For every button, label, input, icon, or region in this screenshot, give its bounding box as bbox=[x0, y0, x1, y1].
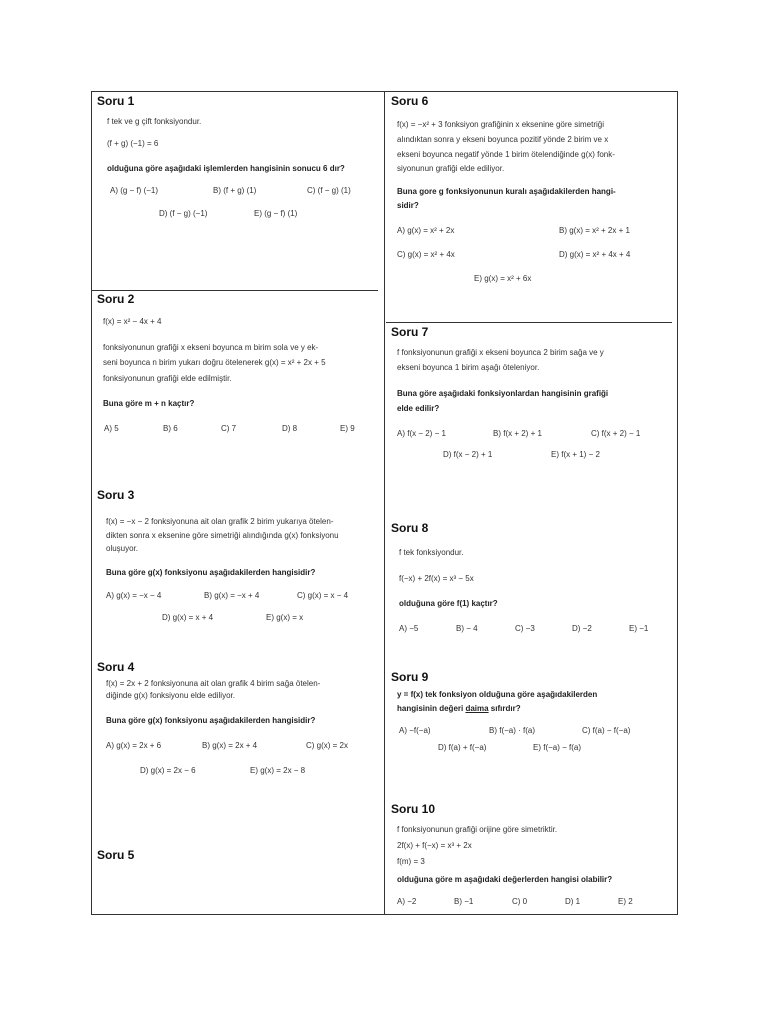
question-prompt: y = f(x) tek fonksiyon olduğuna göre aşağıdakilerden bbox=[397, 690, 598, 699]
question-text: ekseni boyunca negatif yönde 1 birim ötelendiğinde g(x) fonk- bbox=[397, 150, 615, 159]
option-a: A) (g − f) (−1) bbox=[110, 186, 159, 195]
question-text: seni boyunca n birim yukarı doğru ötelenerek g(x) = x² + 2x + 5 bbox=[103, 358, 326, 367]
option-b: B) g(x) = −x + 4 bbox=[204, 591, 260, 600]
question-title: Soru 6 bbox=[391, 94, 429, 108]
option-d: D) 1 bbox=[565, 897, 581, 906]
option-c: C) g(x) = x² + 4x bbox=[397, 250, 455, 259]
option-e: E) 2 bbox=[618, 897, 633, 906]
column-divider bbox=[384, 91, 385, 915]
separator-q1-q2 bbox=[92, 290, 378, 291]
question-prompt: olduğuna göre f(1) kaçtır? bbox=[399, 599, 498, 608]
option-a: A) g(x) = −x − 4 bbox=[106, 591, 162, 600]
separator-q6-q7 bbox=[386, 322, 672, 323]
option-d: D) f(x − 2) + 1 bbox=[443, 450, 493, 459]
question-prompt: Buna göre g(x) fonksiyonu aşağıdakilerden hangisidir? bbox=[106, 568, 316, 577]
question-text: f fonksiyonunun grafiği orijine göre simetriktir. bbox=[397, 825, 558, 834]
question-prompt: olduğuna göre aşağıdaki işlemlerden hangisinin sonucu 6 dır? bbox=[107, 164, 345, 173]
question-title: Soru 7 bbox=[391, 325, 429, 339]
question-text: f tek fonksiyondur. bbox=[399, 548, 464, 557]
option-b: B) (f + g) (1) bbox=[213, 186, 257, 195]
question-text: diğinde g(x) fonksiyonu elde ediliyor. bbox=[106, 691, 235, 700]
question-text: f(m) = 3 bbox=[397, 857, 425, 866]
option-e: E) g(x) = x² + 6x bbox=[474, 274, 532, 283]
question-prompt-line2 bbox=[397, 703, 521, 714]
question-text: alındıktan sonra y ekseni boyunca pozitif yönde 2 birim ve x bbox=[397, 135, 609, 144]
option-d: D) g(x) = x + 4 bbox=[162, 613, 214, 622]
option-e: E) f(−a) − f(a) bbox=[533, 743, 582, 752]
option-e: E) f(x + 1) − 2 bbox=[551, 450, 600, 459]
option-a: A) −5 bbox=[399, 624, 419, 633]
question-prompt: sidir? bbox=[397, 201, 419, 210]
question-text: f(x) = −x² + 3 fonksiyon grafiğinin x eksenine göre simetriği bbox=[397, 120, 604, 129]
question-text: fonksiyonunun grafiği x ekseni boyunca m birim sola ve y ek- bbox=[103, 343, 319, 352]
question-text: ekseni boyunca 1 birim aşağı öteleniyor. bbox=[397, 363, 540, 372]
option-c: C) −3 bbox=[515, 624, 535, 633]
option-a: A) g(x) = x² + 2x bbox=[397, 226, 455, 235]
question-title: Soru 9 bbox=[391, 670, 429, 684]
question-title: Soru 3 bbox=[97, 488, 135, 502]
option-d: D) f(a) + f(−a) bbox=[438, 743, 487, 752]
option-b: B) g(x) = x² + 2x + 1 bbox=[559, 226, 630, 235]
option-a: A) 5 bbox=[104, 424, 119, 433]
question-prompt: elde edilir? bbox=[397, 404, 440, 413]
option-a: A) f(x − 2) − 1 bbox=[397, 429, 446, 438]
option-b: B) f(−a) · f(a) bbox=[489, 726, 536, 735]
option-e: E) g(x) = x bbox=[266, 613, 304, 622]
option-b: B) −1 bbox=[454, 897, 474, 906]
option-b: B) g(x) = 2x + 4 bbox=[202, 741, 258, 750]
question-text: dikten sonra x eksenine göre simetriği alındığında g(x) fonksiyonu bbox=[106, 531, 339, 540]
option-c: C) 7 bbox=[221, 424, 237, 433]
question-text: f(x) = x² − 4x + 4 bbox=[103, 317, 162, 326]
question-text: f(x) = 2x + 2 fonksiyonuna ait olan grafik 4 birim sağa ötelen- bbox=[106, 679, 321, 688]
option-e: E) 9 bbox=[340, 424, 355, 433]
question-text: siyonunun grafiği elde ediliyor. bbox=[397, 164, 505, 173]
option-c: C) 0 bbox=[512, 897, 528, 906]
option-e: E) g(x) = 2x − 8 bbox=[250, 766, 306, 775]
option-c: C) f(x + 2) − 1 bbox=[591, 429, 641, 438]
option-d: D) (f − g) (−1) bbox=[159, 209, 208, 218]
option-c: C) g(x) = 2x bbox=[306, 741, 349, 750]
option-c: C) g(x) = x − 4 bbox=[297, 591, 349, 600]
question-text: 2f(x) + f(−x) = x³ + 2x bbox=[397, 841, 472, 850]
option-b: B) f(x + 2) + 1 bbox=[493, 429, 542, 438]
option-d: D) g(x) = 2x − 6 bbox=[140, 766, 196, 775]
option-a: A) g(x) = 2x + 6 bbox=[106, 741, 162, 750]
question-title: Soru 8 bbox=[391, 521, 429, 535]
option-a: A) −2 bbox=[397, 897, 417, 906]
question-text: f(x) = −x − 2 fonksiyonuna ait olan grafik 2 birim yukarıya ötelen- bbox=[106, 517, 334, 526]
option-b: B) − 4 bbox=[456, 624, 478, 633]
option-a: A) −f(−a) bbox=[399, 726, 431, 735]
question-text: f fonksiyonunun grafiği x ekseni boyunca 2 birim sağa ve y bbox=[397, 348, 604, 357]
option-d: D) 8 bbox=[282, 424, 298, 433]
question-prompt: Buna göre g(x) fonksiyonu aşağıdakilerden hangisidir? bbox=[106, 716, 316, 725]
question-prompt: olduğuna göre m aşağıdaki değerlerden hangisi olabilir? bbox=[397, 875, 613, 884]
question-text: fonksiyonunun grafiği elde edilmiştir. bbox=[103, 374, 232, 383]
question-text: f(−x) + 2f(x) = x³ − 5x bbox=[399, 574, 474, 583]
question-prompt: Buna göre aşağıdaki fonksiyonlardan hangisinin grafiği bbox=[397, 389, 609, 398]
option-d: D) −2 bbox=[572, 624, 592, 633]
question-text: oluşuyor. bbox=[106, 544, 139, 553]
option-e: E) −1 bbox=[629, 624, 649, 633]
option-c: C) f(a) − f(−a) bbox=[582, 726, 631, 735]
prompt-part: hangisinin değeri bbox=[397, 704, 466, 713]
option-c: C) (f − g) (1) bbox=[307, 186, 351, 195]
question-text: (f + g) (−1) = 6 bbox=[107, 139, 159, 148]
emphasis-daima: daima bbox=[465, 704, 489, 713]
prompt-part: sıfırdır? bbox=[488, 704, 521, 713]
option-d: D) g(x) = x² + 4x + 4 bbox=[559, 250, 631, 259]
option-b: B) 6 bbox=[163, 424, 178, 433]
question-title: Soru 2 bbox=[97, 292, 135, 306]
question-prompt: Buna gore g fonksiyonunun kuralı aşağıdakilerden hangi- bbox=[397, 187, 616, 196]
question-title: Soru 10 bbox=[391, 802, 436, 816]
question-text: f tek ve g çift fonksiyondur. bbox=[107, 117, 202, 126]
question-title: Soru 1 bbox=[97, 94, 135, 108]
question-prompt: Buna göre m + n kaçtır? bbox=[103, 399, 195, 408]
question-title: Soru 4 bbox=[97, 660, 135, 674]
option-e: E) (g − f) (1) bbox=[254, 209, 298, 218]
question-title: Soru 5 bbox=[97, 848, 135, 862]
